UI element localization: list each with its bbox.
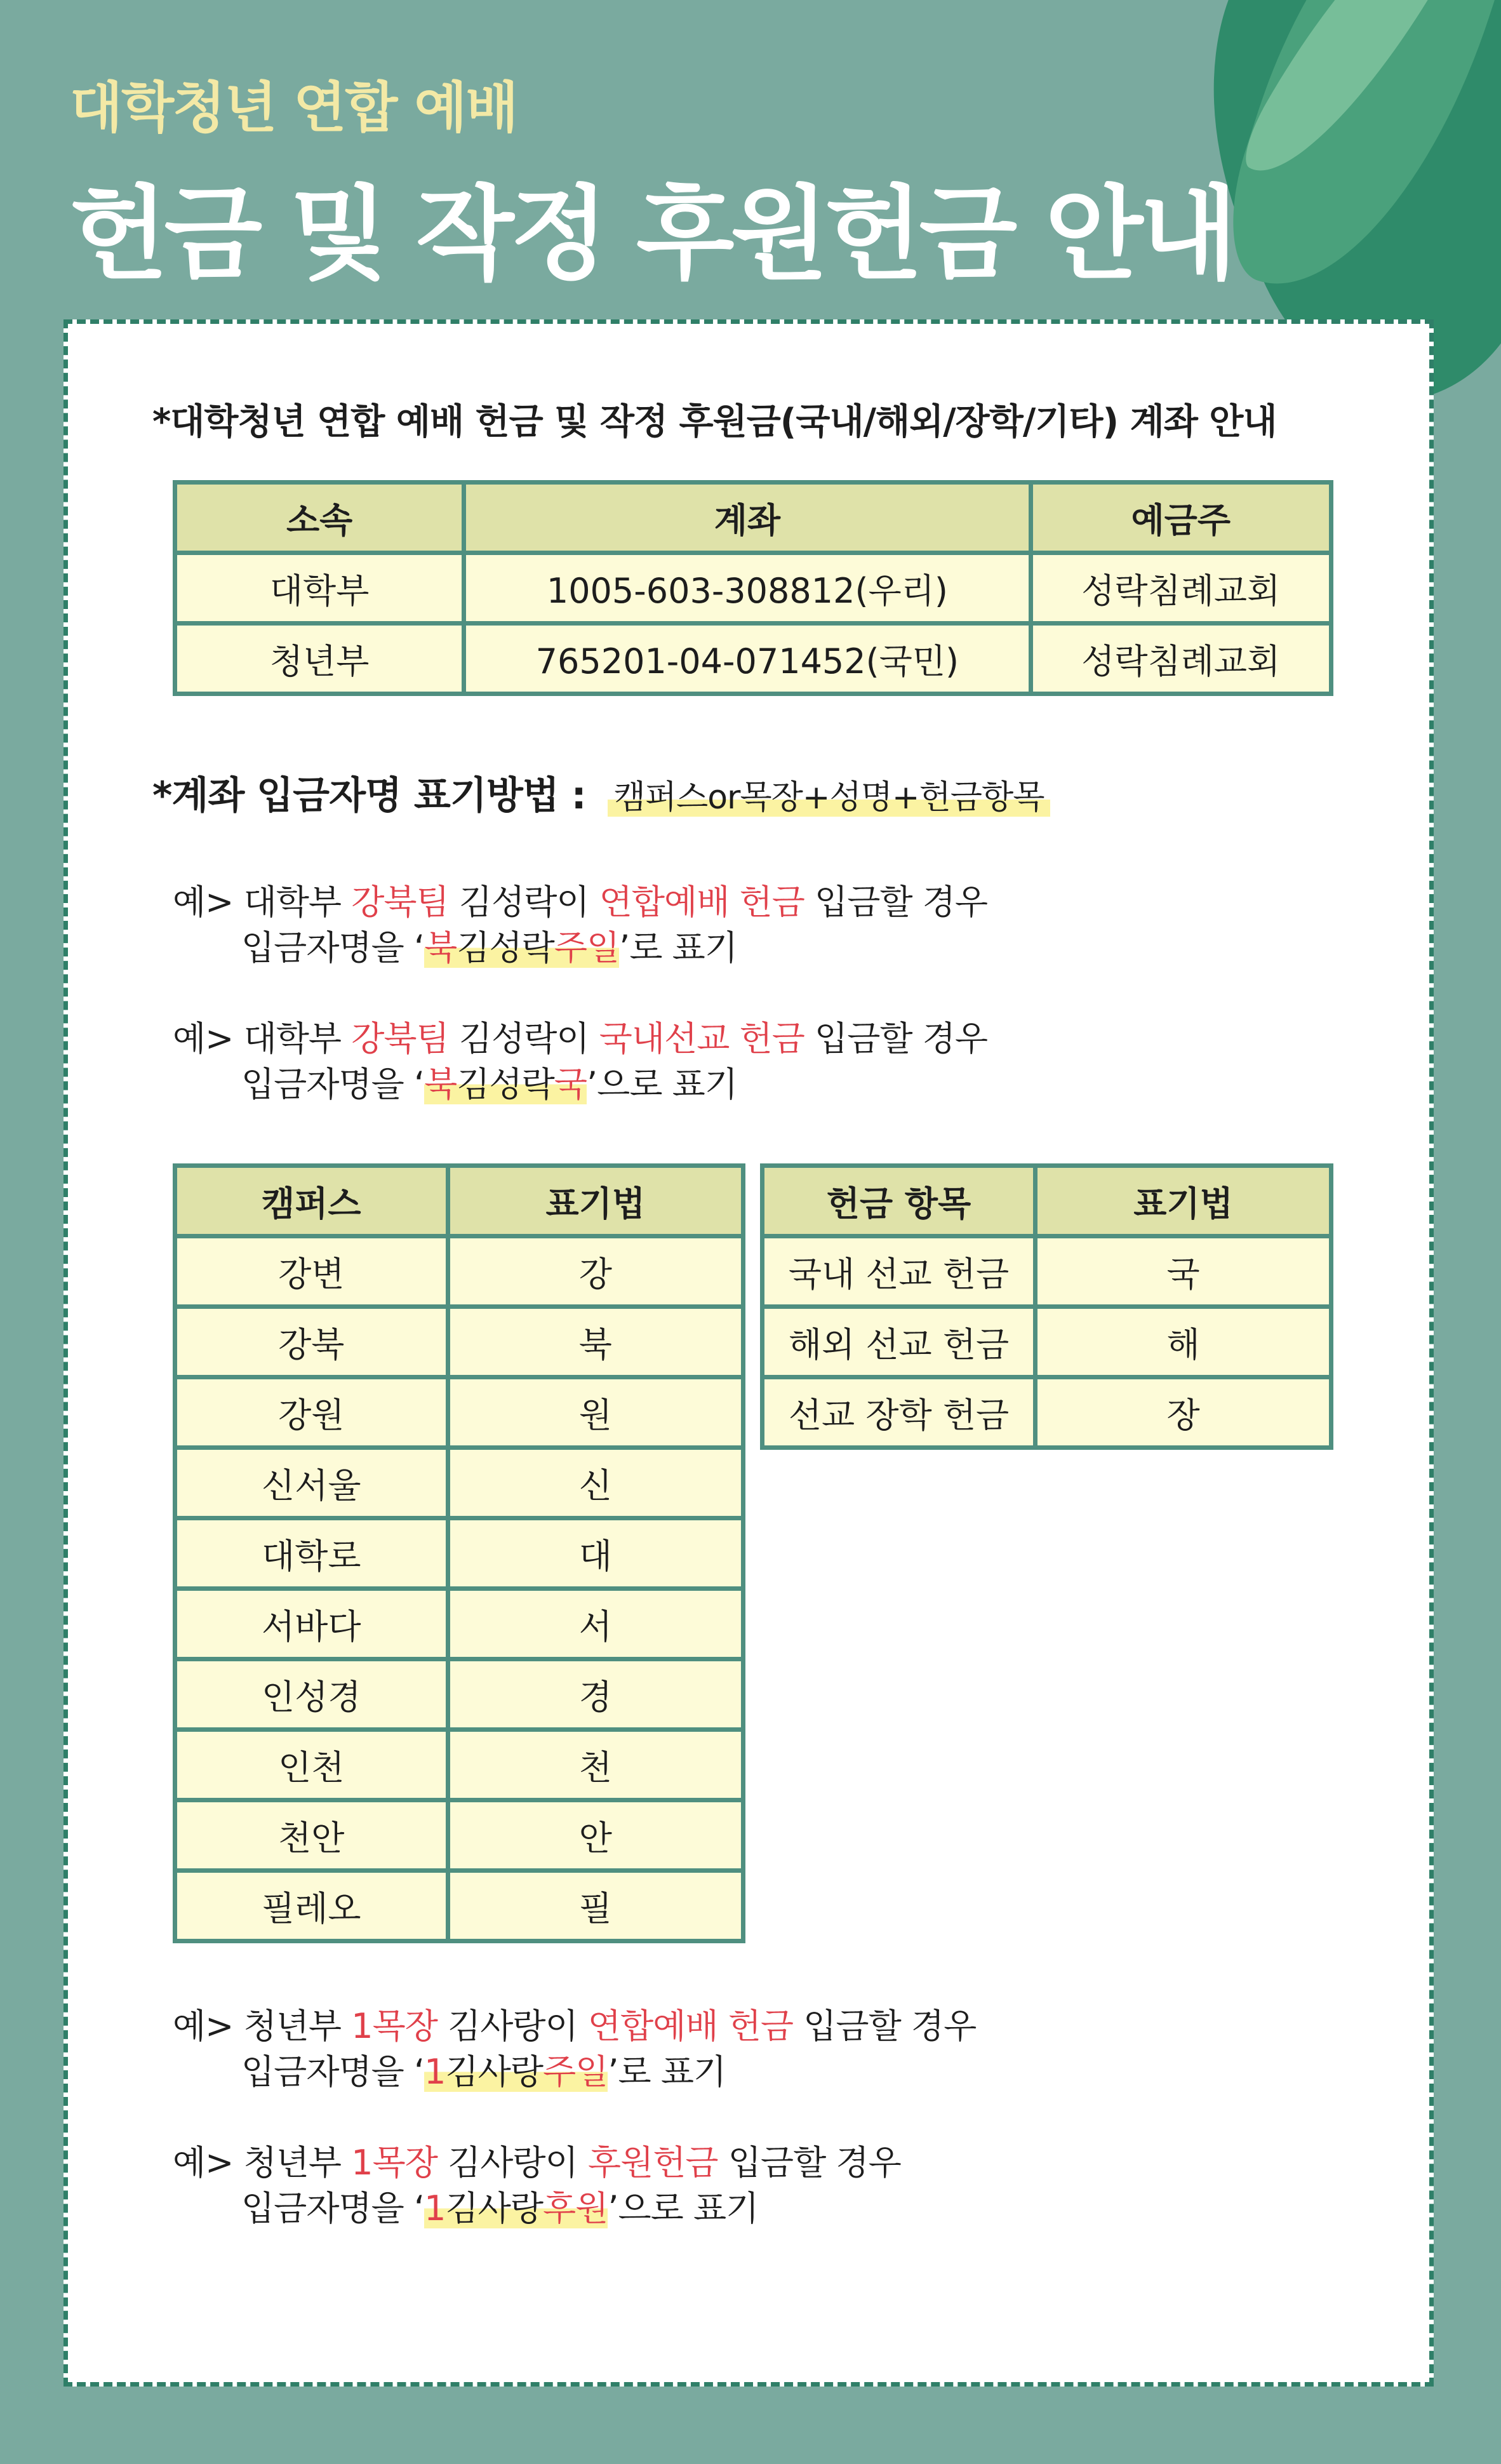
example-text: 예> 대학부 <box>173 1019 352 1059</box>
cell-code: 국 <box>1036 1236 1331 1307</box>
cell-department: 대학부 <box>175 553 464 624</box>
table-row <box>763 1377 1331 1448</box>
example-text: 김사랑이 <box>437 2006 588 2046</box>
cell-code: 원 <box>448 1377 743 1448</box>
example-offering: 연합예배 헌금 <box>599 882 804 922</box>
cell-code: 북 <box>448 1307 743 1377</box>
cell-code: 필 <box>448 1871 743 1941</box>
table-row <box>175 1518 744 1589</box>
cell-department: 청년부 <box>175 624 464 694</box>
column-header: 표기법 <box>1036 1166 1331 1236</box>
example-offering: 후원헌금 <box>587 2143 718 2183</box>
cell-code: 서 <box>448 1589 743 1659</box>
example-text: 입금할 경우 <box>804 882 988 922</box>
example-code-offering: 후원 <box>543 2188 608 2228</box>
example-block <box>173 2140 901 2232</box>
example-offering: 연합예배 헌금 <box>587 2006 794 2046</box>
table-header-row <box>175 483 1331 553</box>
example-text: 김사랑이 <box>437 2143 588 2183</box>
cell-code: 장 <box>1036 1377 1331 1448</box>
cell-campus: 강북 <box>175 1307 448 1377</box>
example-text: 입금자명을 ‘ <box>241 928 425 968</box>
example-code-name: 김성락 <box>457 928 554 968</box>
example-team: 1목장 <box>351 2006 437 2046</box>
cell-account-number: 765201-04-071452(국민) <box>464 624 1031 694</box>
example-team: 1목장 <box>351 2143 437 2183</box>
example-code-name: 김사랑 <box>445 2188 544 2228</box>
table-row <box>175 553 1331 624</box>
column-header: 캠퍼스 <box>175 1166 448 1236</box>
table-row <box>175 1377 744 1448</box>
table-row <box>175 1589 744 1659</box>
table-row <box>175 1236 744 1307</box>
column-header: 계좌 <box>464 483 1031 553</box>
example-text: 입금할 경우 <box>793 2006 977 2046</box>
table-row <box>175 1448 744 1518</box>
cell-campus: 서바다 <box>175 1589 448 1659</box>
method-label: *계좌 입금자명 표기방법 <box>152 773 559 818</box>
example-text: ’로 표기 <box>608 2052 726 2092</box>
campus-code-table <box>173 1163 745 1943</box>
table-header-row <box>175 1166 744 1236</box>
example-text: 김성락이 <box>448 1019 599 1059</box>
table-row <box>175 624 1331 694</box>
table-header-row <box>763 1166 1331 1236</box>
cell-campus: 신서울 <box>175 1448 448 1518</box>
cell-campus: 대학로 <box>175 1518 448 1589</box>
example-code-campus: 북 <box>424 1064 457 1104</box>
cell-code: 안 <box>448 1800 743 1871</box>
example-code-offering: 주일 <box>554 928 620 968</box>
example-code-campus: 1 <box>424 2052 446 2092</box>
example-block <box>173 880 987 971</box>
method-separator: : <box>571 773 586 818</box>
example-code-name: 김사랑 <box>445 2052 544 2092</box>
depositor-name-method <box>152 765 1050 820</box>
accounts-heading: *대학청년 연합 예배 헌금 및 작정 후원금(국내/해외/장학/기타) 계좌 안내 <box>152 401 1277 443</box>
example-text: 예> 청년부 <box>173 2143 352 2183</box>
cell-offering-type: 선교 장학 헌금 <box>763 1377 1036 1448</box>
example-text: 예> 청년부 <box>173 2006 352 2046</box>
column-header: 표기법 <box>448 1166 743 1236</box>
table-row <box>763 1307 1331 1377</box>
example-team: 강북팀 <box>351 1019 449 1059</box>
page-subtitle: 대학청년 연합 예배 <box>70 76 517 140</box>
example-code-campus: 1 <box>424 2188 446 2228</box>
example-text: 입금자명을 ‘ <box>241 1064 425 1104</box>
cell-account-holder: 성락침례교회 <box>1031 624 1331 694</box>
offering-code-table <box>760 1163 1333 1450</box>
example-text: 입금할 경우 <box>804 1019 988 1059</box>
cell-campus: 인성경 <box>175 1659 448 1730</box>
example-team: 강북팀 <box>351 882 449 922</box>
example-code-campus: 북 <box>424 928 457 968</box>
table-row <box>175 1659 744 1730</box>
table-row <box>175 1307 744 1377</box>
cell-offering-type: 해외 선교 헌금 <box>763 1307 1036 1377</box>
cell-code: 해 <box>1036 1307 1331 1377</box>
example-text: 입금할 경우 <box>717 2143 901 2183</box>
accounts-table <box>173 480 1333 696</box>
cell-code: 경 <box>448 1659 743 1730</box>
cell-account-holder: 성락침례교회 <box>1031 553 1331 624</box>
example-block <box>173 1016 987 1108</box>
example-text: 예> 대학부 <box>173 882 352 922</box>
example-text: ’로 표기 <box>619 928 737 968</box>
example-text: 입금자명을 ‘ <box>241 2052 425 2092</box>
cell-campus: 강원 <box>175 1377 448 1448</box>
cell-code: 강 <box>448 1236 743 1307</box>
method-value: 캠퍼스or목장+성명+헌금항목 <box>608 779 1051 817</box>
cell-campus: 인천 <box>175 1730 448 1800</box>
table-row <box>175 1871 744 1941</box>
column-header: 예금주 <box>1031 483 1331 553</box>
table-row <box>175 1730 744 1800</box>
table-row <box>175 1800 744 1871</box>
page-title: 헌금 및 작정 후원헌금 안내 <box>70 175 1234 293</box>
example-code-offering: 국 <box>554 1064 587 1104</box>
example-code-offering: 주일 <box>543 2052 608 2092</box>
column-header: 소속 <box>175 483 464 553</box>
column-header: 헌금 항목 <box>763 1166 1036 1236</box>
cell-campus: 천안 <box>175 1800 448 1871</box>
cell-code: 신 <box>448 1448 743 1518</box>
table-row <box>763 1236 1331 1307</box>
cell-code: 천 <box>448 1730 743 1800</box>
example-text: 김성락이 <box>448 882 599 922</box>
cell-campus: 강변 <box>175 1236 448 1307</box>
cell-account-number: 1005-603-308812(우리) <box>464 553 1031 624</box>
example-offering: 국내선교 헌금 <box>599 1019 804 1059</box>
example-block <box>173 2004 976 2095</box>
cell-code: 대 <box>448 1518 743 1589</box>
example-text: ’으로 표기 <box>587 1064 737 1104</box>
example-text: ’으로 표기 <box>608 2188 759 2228</box>
cell-campus: 필레오 <box>175 1871 448 1941</box>
example-code-name: 김성락 <box>457 1064 554 1104</box>
cell-offering-type: 국내 선교 헌금 <box>763 1236 1036 1307</box>
example-text: 입금자명을 ‘ <box>241 2188 425 2228</box>
